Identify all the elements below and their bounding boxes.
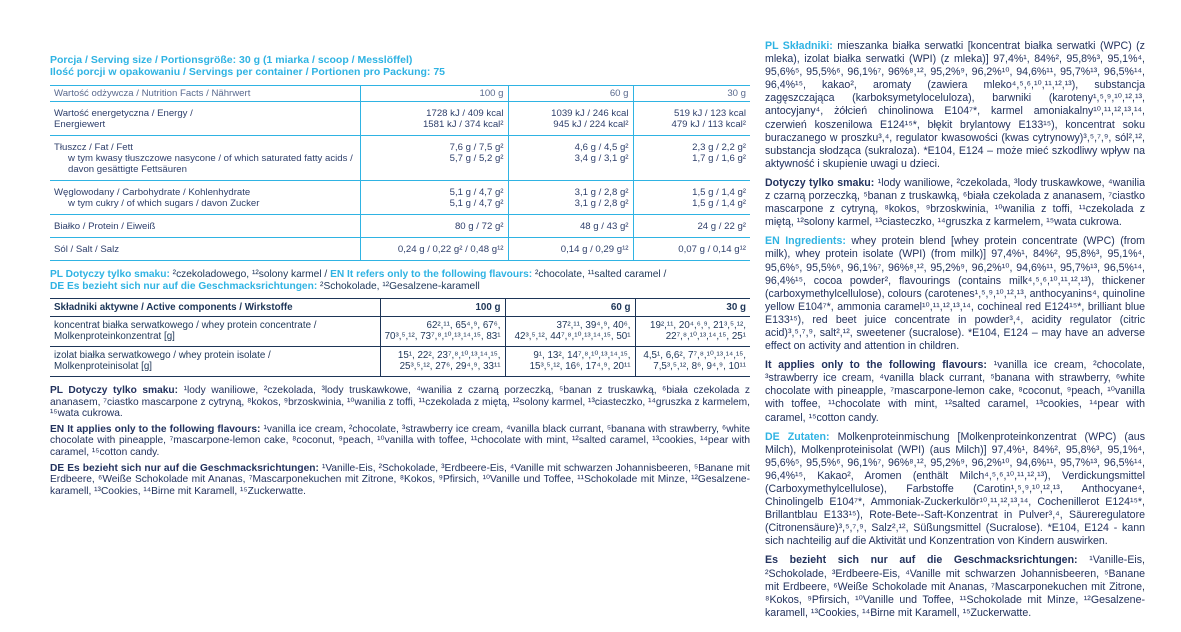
flavours-en-right-label: It applies only to the following flavours: [765, 359, 987, 372]
wpc-30g-a: 19²,¹¹, 20⁴,⁶,⁹, 21³,⁵,¹², [650, 320, 746, 331]
flavours-en-text: ¹vanilla ice cream, ²chocolate, ³strawberry ice cream, ⁴vanilla black currant, ⁵banana with strawberry, ⁶white chocolate with pineapple, ⁷mascarpone-lemon cake, ⁸coconut, ⁹peach, ¹⁰vanilla with toffee, ¹¹chocolate with mint, ¹²salted caramel, ¹³cookies, ¹⁴pear with caramel, ¹⁵cotton candy. [50, 423, 750, 458]
fat-30g: 2,3 g / 2,2 g² [692, 142, 746, 153]
sugars-label: w tym cukry / of which sugars / davon Zucker [68, 198, 260, 209]
wpi-100g-a: 15¹, 22², 23⁷,⁸,¹⁰,¹³,¹⁴,¹⁵, [397, 350, 501, 361]
sugars-100g: 5,1 g / 4,7 g² [449, 198, 504, 209]
flavours-de-right [765, 554, 1145, 619]
flavours-pl [50, 385, 750, 420]
protein-100g: 80 g / 72 g² [360, 215, 508, 238]
fat-60g: 4,6 g / 4,5 g² [574, 142, 629, 153]
nutrition-header-30g: 30 g [633, 86, 750, 102]
wpc-label-de: Molkenproteinkonzentrat [g] [54, 331, 175, 342]
active-header-60g: 60 g [505, 299, 635, 317]
ingredients-en-text: whey protein blend [whey protein concentrate (WPC) (from milk), whey protein isolate (WPI) (from milk)] 97,4%¹, 84%², 95,8%³, 95,1%⁴, 95,6%⁵, 95,5%⁶, 96,1%⁷, 96%⁸,¹², 95,2%⁹, 96,2%¹⁰, 94,6%¹¹, 95,7%¹³, 96,5%¹⁴, 96,4%¹⁵, cocoa powder², flavourings (contains milk⁴,⁵,⁶,¹⁰,¹¹,¹²,¹³), thickener (carboxymethylcellulose), colours (carotenes¹,⁵,⁹,¹⁰,¹²,¹³, anthocyanins⁴, quinoline yellow E104⁷*, ammonia caramel¹⁰,¹¹,¹²,¹³,¹⁴, cochineal red E124¹⁵*, brilliant blue E133¹⁵), red beet juice concentrate in powder³,⁴, acidity regulator (citric acid)³,⁵,⁷,⁹, salt²,¹², sweetener (sucralose). *E104, E124 – may have an adverse effect on activity and attention in children. [765, 235, 1145, 353]
wpi-60g-a: 9¹, 13², 14⁷,⁸,¹⁰,¹³,¹⁴,¹⁵, [533, 350, 631, 361]
protein-row [50, 215, 750, 238]
wpi-100g-b: 25³,⁵,¹², 27⁶, 29⁴,⁹, 33¹¹ [399, 361, 501, 372]
flavours-de-right-text: ¹Vanille-Eis, ²Schokolade, ³Erdbeere-Eis, ⁴Vanille mit schwarzen Johannisbeeren, ⁵Banane mit Erdbeere, ⁶Weiße Schokolade mit Ananas, ⁷Mascarponekuchen mit Zitrone, ⁸Kokos, ⁹Pfirsich, ¹⁰Vanille und Toffee, ¹¹Schokolade mit Minze, ¹²Gesalzene-karamell, ¹³Cookies, ¹⁴Birne mit Karamell, ¹⁵Zuckerwatte. [765, 554, 1145, 619]
wpc-30g-b: 22⁷,⁸,¹⁰,¹³,¹⁴,¹⁵, 25¹ [665, 331, 746, 342]
energy-30g-b: 479 kJ / 113 kcal² [671, 119, 746, 130]
wpc-100g-a: 62²,¹¹, 65⁴,⁹, 67⁶, [426, 320, 501, 331]
note-de-label: DE Es bezieht sich nur auf die Geschmacksrichtungen: [50, 281, 318, 292]
flavours-en-right [765, 359, 1145, 424]
wpc-60g-a: 37²,¹¹, 39⁴,⁹, 40⁶, [556, 320, 631, 331]
flavours-de-label: DE Es bezieht sich nur auf die Geschmacksrichtungen: [50, 462, 319, 474]
ingredients-de [765, 431, 1145, 549]
ingredients-en [765, 235, 1145, 353]
saturated-100g: 5,7 g / 5,2 g² [449, 153, 504, 164]
active-header-30g: 30 g [635, 299, 750, 317]
energy-60g-b: 945 kJ / 224 kcal² [553, 119, 629, 130]
ingredients-pl [765, 40, 1145, 171]
ingredients-pl-label: PL Składniki: [765, 40, 833, 52]
wpi-label: izolat białka serwatkowego / whey protein isolate / [54, 350, 271, 361]
sugars-60g: 3,1 g / 2,8 g² [574, 198, 629, 209]
salt-row [50, 238, 750, 261]
flavours-en [50, 424, 750, 459]
carbohydrate-label: Węglowodany / Carbohydrate / Kohlenhydrate [54, 187, 251, 198]
nutrition-header-label: Wartość odżywcza / Nutrition Facts / Nährwert [50, 86, 360, 102]
active-header-label: Składniki aktywne / Active components / Wirkstoffe [50, 299, 380, 317]
carb-30g: 1,5 g / 1,4 g² [692, 187, 746, 198]
protein-label: Białko / Protein / Eiweiß [50, 215, 360, 238]
energy-label-de: Energiewert [54, 119, 106, 130]
ingredients-de-label: DE Zutaten: [765, 430, 830, 443]
serving-size: Porcja / Serving size / Portionsgröße: 30 g (1 miarka / scoop / Messlöffel) [50, 54, 413, 66]
salt-100g: 0,24 g / 0,22 g² / 0,48 g¹² [360, 238, 508, 261]
energy-row [50, 102, 750, 136]
flavours-pl-text: ¹lody waniliowe, ²czekolada, ³lody truskawkowe, ⁴wanilia z czarną porzeczką, ⁵banan z truskawką, ⁶biała czekolada z ananasem, ⁷ciastko mascarpone z cytryną, ⁸kokos, ⁹brzoskwinia, ¹⁰wanilia z toffi, ¹¹czekolada z miętą, ¹²solony karmel, ¹³ciasteczko, ¹⁴gruszka z karmelem, ¹⁵wata cukrowa. [50, 385, 750, 420]
ingredients-de-text: Molkenproteinmischung [Molkenproteinkonzentrat (WPC) (aus Milch), Molkenproteinisolat (WPI) (aus Milch)] 97,4%¹, 84%², 95,8%³, 95,1%⁴, 95,6%⁵, 95,5%⁶, 96,1%⁷, 96%⁸,¹², 95,2%⁹, 96,2%¹⁰, 94,6%¹¹, 95,7%¹³, 96,5%¹⁴, 96,4%¹⁵, Kakao², Aromen (enthält Milch⁴,⁵,⁶,¹⁰,¹¹,¹²,¹³), Verdickungsmittel (Carboxymethylcellulose), Farbstoffe (Carotin¹,⁵,⁹,¹⁰,¹²,¹³, Anthocyane⁴, Chinolingelb E104⁷*, Ammoniak-Zuckerkulör¹⁰,¹¹,¹²,¹³,¹⁴, Cochenillerot E124¹⁵*, Brillantblau E133¹⁵), Rote-Bete--Saft-Konzentrat in Pulver³,⁴, Säureregulatore (Citronensäure)³,⁵,⁷,⁹, Salz²,¹², Süßungsmittel (Sucralose). *E104, E124 - kann sich nachteilig auf die Aktivität und Konzentration von Kindern auswirken. [765, 430, 1145, 548]
right-column [765, 40, 1145, 626]
salt-60g: 0,14 g / 0,29 g¹² [508, 238, 633, 261]
protein-60g: 48 g / 43 g² [508, 215, 633, 238]
flavours-pl-label: PL Dotyczy tylko smaku: [50, 385, 179, 396]
saturated-fat-label: w tym kwasy tłuszczowe nasycone / of which saturated fatty acids / [68, 153, 353, 164]
energy-30g-a: 519 kJ / 123 kcal [674, 108, 746, 119]
flavours-en-label: EN It applies only to the following flavours: [50, 423, 261, 435]
note-pl-text: ²czekoladowego, ¹²solony karmel / [169, 269, 331, 280]
wpi-60g-b: 15³,⁵,¹², 16⁶, 17⁴,⁹, 20¹¹ [529, 361, 631, 372]
flavours-pl-right-label: Dotyczy tylko smaku: [765, 176, 875, 189]
saturated-30g: 1,7 g / 1,6 g² [692, 153, 746, 164]
flavours-de [50, 463, 750, 498]
sugars-30g: 1,5 g / 1,4 g² [692, 198, 746, 209]
ingredients-pl-text: mieszanka białka serwatki [koncentrat białka serwatki (WPC) (z mleka), izolat białka serwatki (WPI) (z mleka)] 97,4%¹, 84%², 95,8%³, 95,1%⁴, 95,6%⁵, 95,5%⁶, 96,1%⁷, 96%⁸,¹², 95,2%⁹, 96,2%¹⁰, 94,6%¹¹, 95,7%¹³, 96,5%¹⁴, 96,4%¹⁵, kakao², aromaty (zawiera mleko⁴,⁵,⁶,¹⁰,¹¹,¹²,¹³), substancja zagęszczająca (karboksymetyloceluloza), barwniki (karoteny¹,⁵,⁹,¹⁰,¹²,¹³, antocyjany⁴, żółcień chinolinowa E104⁷*, karmel amoniakalny¹⁰,¹¹,¹²,¹³,¹⁴, czerwień koszenilowa E124¹⁵*, błękit brylantowy E133¹⁵), koncentrat soku buraczanego w proszku³,⁴, regulator kwasowości (kwas cytrynowy)³,⁵,⁷,⁹, sól²,¹², substancja słodząca (sukraloza). *E104, E124 – może mieć szkodliwy wpływ na aktywność i skupienie uwagi u dzieci. [765, 40, 1145, 170]
nutrition-header-row [50, 86, 750, 102]
saturated-60g: 3,4 g / 3,1 g² [574, 153, 629, 164]
flavours-pl-right-text: ¹lody waniliowe, ²czekolada, ³lody truskawkowe, ⁴wanilia z czarną porzeczką, ⁵banan z truskawką, ⁶biała czekolada z ananasem, ⁷ciastko mascarpone z cytryną, ⁸kokos, ⁹brzoskwinia, ¹⁰wanilia z toffi, ¹¹czekolada z miętą, ¹²solony karmel, ¹³ciasteczko, ¹⁴gruszka z karmelem, ¹⁵wata cukrowa. [765, 176, 1145, 229]
active-header-100g: 100 g [380, 299, 505, 317]
active-header-row [50, 299, 750, 317]
carbohydrate-row [50, 181, 750, 215]
fat-row [50, 136, 750, 181]
wpc-label: koncentrat białka serwatkowego / whey protein concentrate / [54, 320, 317, 331]
flavours-de-right-label: Es bezieht sich nur auf die Geschmacksrichtungen: [765, 554, 1078, 567]
protein-30g: 24 g / 22 g² [633, 215, 750, 238]
salt-flavour-note [50, 269, 750, 293]
flavours-en-right-text: ¹vanilla ice cream, ²chocolate, ³strawberry ice cream, ⁴vanilla black currant, ⁵banana with strawberry, ⁶white chocolate with pineapple, ⁷mascarpone-lemon cake, ⁸coconut, ⁹peach, ¹⁰vanilla with toffee, ¹¹chocolate with mint, ¹²salted caramel, ¹³cookies, ¹⁴pear with caramel, ¹⁵cotton candy. [765, 359, 1145, 424]
energy-100g-b: 1581 kJ / 374 kcal² [422, 119, 504, 130]
nutrition-header-60g: 60 g [508, 86, 633, 102]
carb-100g: 5,1 g / 4,7 g² [449, 187, 504, 198]
ingredients-en-label: EN Ingredients: [765, 235, 846, 248]
active-components-table [50, 298, 750, 377]
nutrition-header-100g: 100 g [360, 86, 508, 102]
flavours-pl-right [765, 177, 1145, 229]
salt-30g: 0,07 g / 0,14 g¹² [633, 238, 750, 261]
note-pl-label: PL Dotyczy tylko smaku: [50, 269, 170, 280]
note-en-text: ²chocolate, ¹¹salted caramel / [532, 269, 667, 280]
wpi-30g-b: 7,5³,⁵,¹², 8⁶, 9⁴,⁹, 10¹¹ [653, 361, 746, 372]
fat-label: Tłuszcz / Fat / Fett [54, 142, 133, 153]
energy-60g-a: 1039 kJ / 246 kcal [551, 108, 629, 119]
fat-100g: 7,6 g / 7,5 g² [449, 142, 504, 153]
wpi-30g-a: 4,5¹, 6,6², 7⁷,⁸,¹⁰,¹³,¹⁴,¹⁵, [643, 350, 746, 361]
saturated-fat-label-de: davon gesättigte Fettsäuren [68, 164, 187, 175]
salt-label: Sól / Salt / Salz [50, 238, 360, 261]
energy-label: Wartość energetyczna / Energy / [54, 108, 193, 119]
note-de-text: ²Schokolade, ¹²Gesalzene-karamell [317, 281, 480, 292]
note-en-label: EN It refers only to the following flavours: [330, 269, 533, 280]
carb-60g: 3,1 g / 2,8 g² [574, 187, 629, 198]
energy-100g-a: 1728 kJ / 409 kcal [426, 108, 504, 119]
servings-per-container: Ilość porcji w opakowaniu / Servings per container / Portionen pro Packung: 75 [50, 66, 446, 78]
nutrition-table [50, 85, 750, 261]
flavours-de-text: ¹Vanille-Eis, ²Schokolade, ³Erdbeere-Eis, ⁴Vanille mit schwarzen Johannisbeeren, ⁵Banane mit Erdbeere, ⁶Weiße Schokolade mit Ananas, ⁷Mascarponekuchen mit Zitrone, ⁸Kokos, ⁹Pfirsich, ¹⁰Vanille und Toffee, ¹¹Schokolade mit Minze, ¹²Gesalzene-karamell, ¹³Cookies, ¹⁴Birne mit Karamell, ¹⁵Zuckerwatte. [50, 462, 750, 497]
wpi-row [50, 347, 750, 377]
wpc-row [50, 317, 750, 347]
left-column [50, 54, 750, 497]
wpi-label-de: Molkenproteinisolat [g] [54, 361, 153, 372]
serving-info [50, 54, 750, 78]
wpc-100g-b: 70³,⁵,¹², 73⁷,⁸,¹⁰,¹³,¹⁴,¹⁵, 83¹ [384, 331, 501, 342]
wpc-60g-b: 42³,⁵,¹², 44⁷,⁸,¹⁰,¹³,¹⁴,¹⁵, 50¹ [514, 331, 631, 342]
